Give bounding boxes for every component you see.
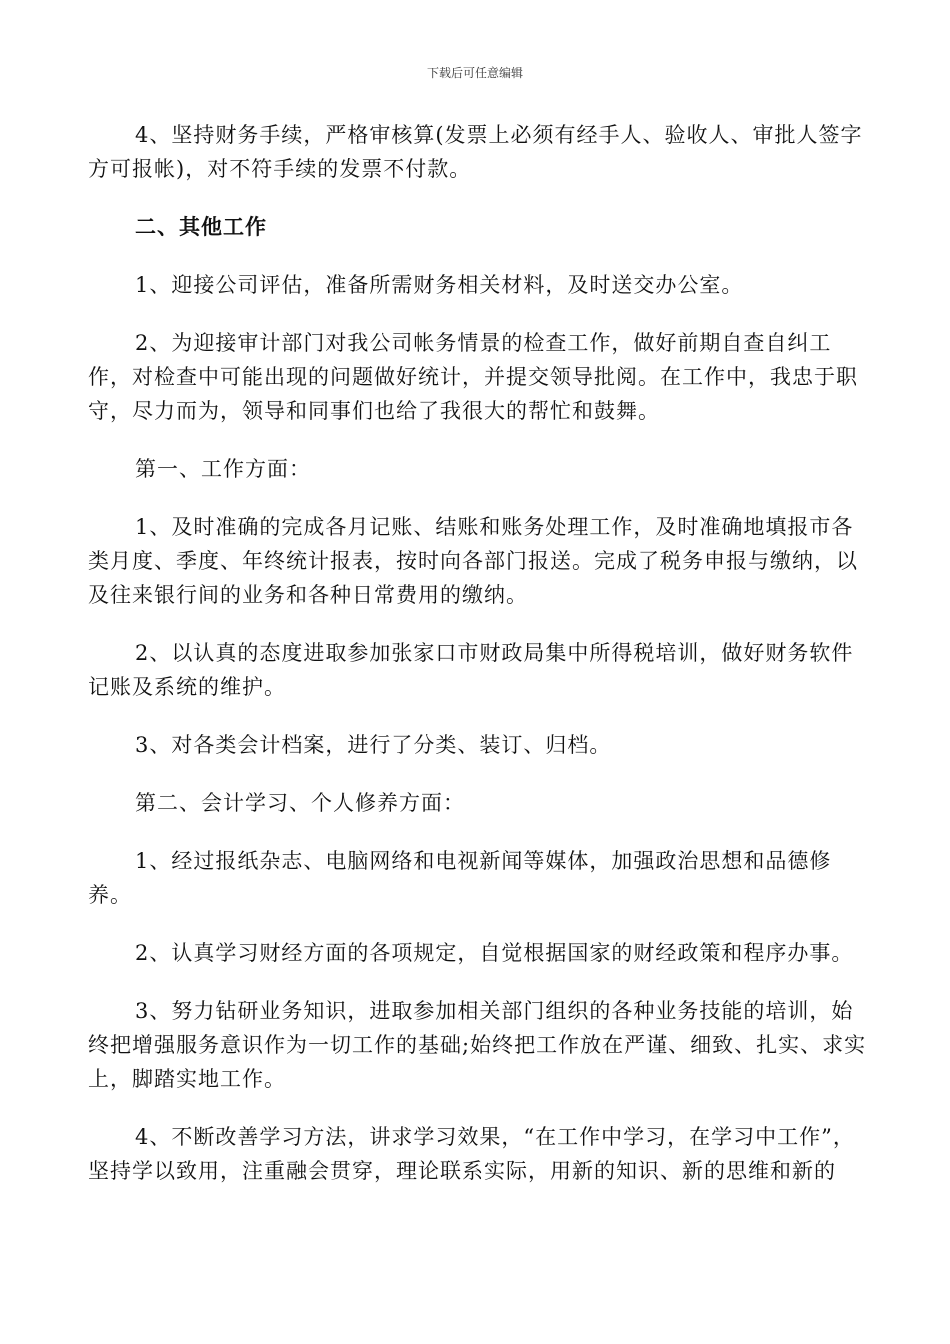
paragraph-6: 3、对各类会计档案，进行了分类、装订、归档。 <box>135 733 612 757</box>
document-body <box>88 118 872 1212</box>
paragraph-8: 2、认真学习财经方面的各项规定，自觉根据国家的财经政策和程序办事。 <box>135 941 854 965</box>
paragraph-4: 1、及时准确的完成各月记账、结账和账务处理工作，及时准确地填报市各类月度、季度、年终统计报表，按时向各部门报送。完成了税务申报与缴纳，以及往来银行间的业务和各种日常费用的缴纳。 <box>88 515 858 607</box>
section-heading-other-work: 二、其他工作 <box>135 214 267 239</box>
paragraph-7: 1、经过报纸杂志、电脑网络和电视新闻等媒体，加强政治思想和品德修养。 <box>88 849 832 907</box>
page-header: 下载后可任意编辑 <box>426 66 523 80</box>
paragraph-5: 2、以认真的态度进取参加张家口市财政局集中所得税培训，做好财务软件记账及系统的维护。 <box>88 641 854 699</box>
paragraph-9: 3、努力钻研业务知识，进取参加相关部门组织的各种业务技能的培训，始终把增强服务意识作为一切工作的基础;始终把工作放在严谨、细致、扎实、求实上，脚踏实地工作。 <box>88 999 867 1091</box>
subheading-work: 第一、工作方面： <box>135 457 311 481</box>
paragraph-2: 1、迎接公司评估，准备所需财务相关材料，及时送交办公室。 <box>135 273 744 297</box>
paragraph-1: 4、坚持财务手续，严格审核算(发票上必须有经手人、验收人、审批人签字方可报帐)，对不符手续的发票不付款。 <box>88 123 863 181</box>
paragraph-10: 4、不断改善学习方法，讲求学习效果，“在工作中学习，在学习中工作”，坚持学以致用，注重融会贯穿，理论联系实际，用新的知识、新的思维和新的 <box>88 1125 855 1183</box>
subheading-study: 第二、会计学习、个人修养方面： <box>135 791 465 815</box>
paragraph-3: 2、为迎接审计部门对我公司帐务情景的检查工作，做好前期自查自纠工作，对检查中可能出现的问题做好统计，并提交领导批阅。在工作中，我忠于职守，尽力而为，领导和同事们也给了我很大的帮忙和鼓舞。 <box>88 331 858 423</box>
